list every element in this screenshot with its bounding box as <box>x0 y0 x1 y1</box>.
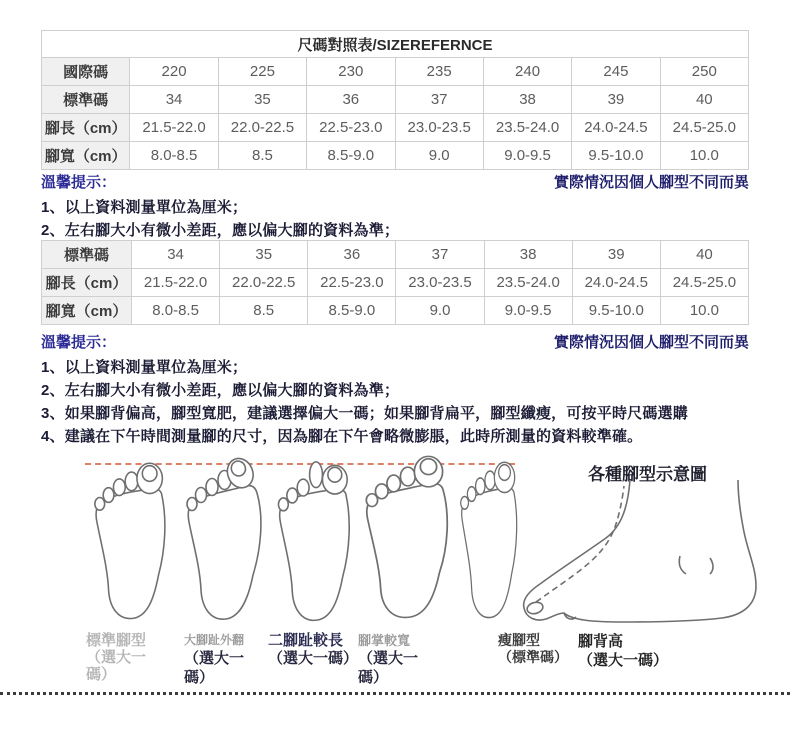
foot-long-second-toe-diagram <box>272 450 364 634</box>
table-cell: 22.5-23.0 <box>307 114 395 142</box>
table-cell: 8.5-9.0 <box>307 142 395 170</box>
foot-standard-diagram <box>88 452 180 634</box>
table-cell: 9.0 <box>395 142 483 170</box>
table-cell: 235 <box>395 58 483 86</box>
foot-types-diagram <box>0 446 790 691</box>
notice-line: 1、以上資料測量單位為厘米； <box>41 359 248 376</box>
table-cell: 34 <box>132 241 220 269</box>
foot-type-label: 腳背高 <box>578 633 624 650</box>
table-cell: 8.0-8.5 <box>132 297 220 325</box>
notice-line: 4、建議在下午時間測量腳的尺寸，因為腳在下午會略微膨脹，此時所測量的資料較準確。 <box>41 428 643 445</box>
row-label: 腳寬（cm） <box>42 142 130 170</box>
row-label: 標準碼 <box>42 241 132 269</box>
table-row <box>42 114 749 142</box>
table-row <box>42 142 749 170</box>
notice-title: 溫馨提示： <box>41 334 117 351</box>
row-label: 國際碼 <box>42 58 130 86</box>
table-cell: 23.5-24.0 <box>483 114 571 142</box>
foot-caption-thin <box>498 632 584 666</box>
notice-block <box>41 171 749 242</box>
table-cell: 240 <box>483 58 571 86</box>
size-reference-table <box>41 30 749 170</box>
table-cell: 40 <box>660 241 748 269</box>
table-row <box>42 269 749 297</box>
table-cell: 37 <box>395 86 483 114</box>
table-cell: 39 <box>572 86 660 114</box>
table-cell: 9.5-10.0 <box>572 142 660 170</box>
foot-type-note: （選大一碼） <box>86 649 147 683</box>
foot-caption-wide <box>358 632 438 687</box>
foot-caption-long-second-toe <box>268 632 359 668</box>
table-row <box>42 241 749 269</box>
table-cell: 8.0-8.5 <box>130 142 218 170</box>
dotted-divider <box>0 692 790 695</box>
table-cell: 35 <box>220 241 308 269</box>
notice-disclaimer: 實際情況因個人腳型不同而異 <box>553 334 749 351</box>
foot-type-label: 大腳趾外翻 <box>184 633 245 647</box>
table-cell: 36 <box>307 86 395 114</box>
notice-title: 溫馨提示： <box>41 174 117 191</box>
row-label: 標準碼 <box>42 86 130 114</box>
table-cell: 21.5-22.0 <box>130 114 218 142</box>
table-cell: 24.5-25.0 <box>660 114 748 142</box>
foot-type-note: （選大一碼） <box>184 650 245 686</box>
table-cell: 22.0-22.5 <box>220 269 308 297</box>
table-cell: 220 <box>130 58 218 86</box>
size-reference-table-2 <box>41 240 749 325</box>
table-cell: 9.5-10.0 <box>572 297 660 325</box>
table-cell: 230 <box>307 58 395 86</box>
foot-caption-high-instep <box>578 632 708 670</box>
table-cell: 9.0 <box>396 297 484 325</box>
table-cell: 38 <box>484 241 572 269</box>
foot-type-note: （選大一碼） <box>268 650 359 667</box>
table-cell: 40 <box>660 86 748 114</box>
table-row <box>42 297 749 325</box>
table-cell: 22.5-23.0 <box>308 269 396 297</box>
foot-diagram-caption: 各種腳型示意圖 <box>588 465 707 484</box>
table-title: 尺碼對照表/SIZEREFERNCE <box>42 31 749 58</box>
table-cell: 22.0-22.5 <box>218 114 306 142</box>
foot-caption-standard <box>86 632 164 683</box>
table-cell: 8.5 <box>220 297 308 325</box>
foot-caption-hallux-valgus <box>184 632 264 687</box>
table-row <box>42 86 749 114</box>
notice-block <box>41 331 749 448</box>
table-cell: 8.5 <box>218 142 306 170</box>
notice-line: 2、左右腳大小有微小差距，應以偏大腳的資料為準； <box>41 222 400 239</box>
notice-line: 3、如果腳背偏高，腳型寬肥，建議選擇偏大一碼；如果腳背扁平，腳型纖瘦，可按平時尺碼選購 <box>41 405 688 422</box>
table-cell: 34 <box>130 86 218 114</box>
table-cell: 21.5-22.0 <box>132 269 220 297</box>
table-cell: 23.0-23.5 <box>396 269 484 297</box>
foot-type-note: （標準碼） <box>498 649 568 665</box>
foot-type-label: 腳掌較寬 <box>358 633 411 648</box>
table-cell: 38 <box>483 86 571 114</box>
table-cell: 37 <box>396 241 484 269</box>
foot-hallux-valgus-diagram <box>181 447 273 633</box>
table-cell: 23.0-23.5 <box>395 114 483 142</box>
row-label: 腳長（cm） <box>42 269 132 297</box>
table-cell: 225 <box>218 58 306 86</box>
table-title-row <box>42 31 749 58</box>
table-row <box>42 58 749 86</box>
table-cell: 24.0-24.5 <box>572 114 660 142</box>
table-cell: 10.0 <box>660 142 748 170</box>
table-cell: 9.0-9.5 <box>483 142 571 170</box>
table-cell: 24.5-25.0 <box>660 269 748 297</box>
notice-line: 1、以上資料測量單位為厘米； <box>41 199 248 216</box>
table-cell: 39 <box>572 241 660 269</box>
notice-disclaimer: 實際情況因個人腳型不同而異 <box>553 174 749 191</box>
foot-type-label: 瘦腳型 <box>498 632 540 648</box>
foot-type-label: 標準腳型 <box>86 632 147 649</box>
table-cell: 36 <box>308 241 396 269</box>
foot-type-note: （選大一碼） <box>358 650 419 686</box>
foot-type-label: 二腳趾較長 <box>268 632 344 649</box>
table-cell: 9.0-9.5 <box>484 297 572 325</box>
foot-wide-diagram <box>360 449 460 632</box>
table-cell: 24.0-24.5 <box>572 269 660 297</box>
table-cell: 10.0 <box>660 297 748 325</box>
table-cell: 245 <box>572 58 660 86</box>
table-cell: 250 <box>660 58 748 86</box>
notice-line: 2、左右腳大小有微小差距，應以偏大腳的資料為準； <box>41 382 400 399</box>
table-cell: 8.5-9.0 <box>308 297 396 325</box>
row-label: 腳長（cm） <box>42 114 130 142</box>
foot-type-note: （選大一碼） <box>578 652 669 669</box>
table-cell: 23.5-24.0 <box>484 269 572 297</box>
row-label: 腳寬（cm） <box>42 297 132 325</box>
foot-high-instep-side-diagram <box>512 478 784 628</box>
table-cell: 35 <box>218 86 306 114</box>
